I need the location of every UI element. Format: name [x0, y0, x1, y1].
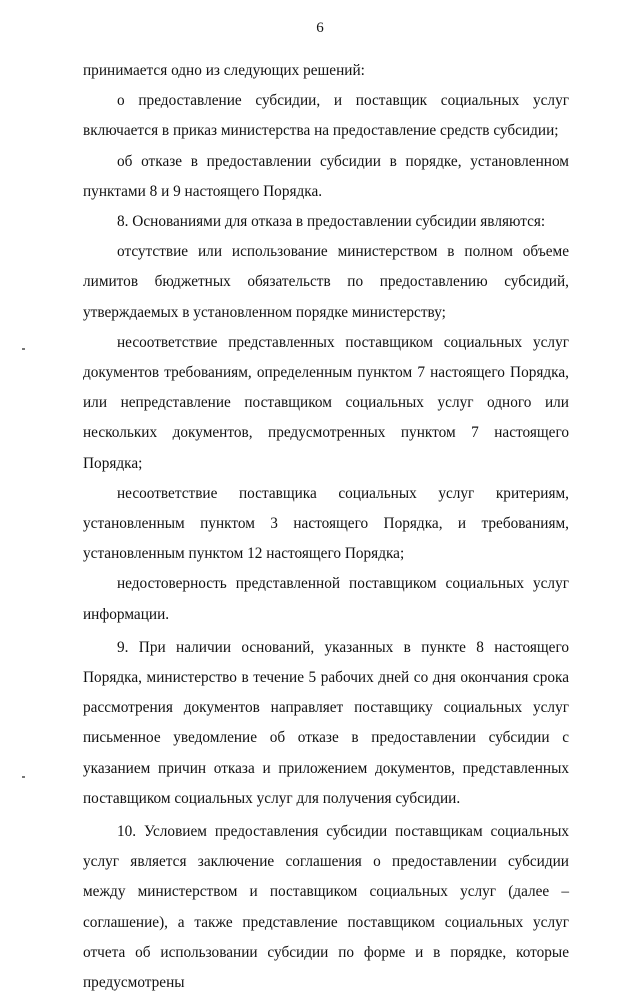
- scan-speck: [22, 348, 25, 350]
- paragraph-ground-criteria: несоответствие поставщика социальных услуг критериям, установленным пунктом 3 настоящего Порядка, и требованиям, установленным пунктом 12 настоящего Порядка;: [83, 484, 569, 563]
- scan-speck: [22, 776, 25, 778]
- paragraph-decision-refusal: об отказе в предоставлении субсидии в порядке, установленном пунктами 8 и 9 настоящего Порядка.: [83, 152, 569, 200]
- paragraph-ground-unreliable-info: недостоверность представленной поставщиком социальных услуг информации.: [83, 575, 569, 623]
- paragraph-intro: принимается одно из следующих решений:: [83, 62, 365, 79]
- paragraph-item-9: 9. При наличии оснований, указанных в пункте 8 настоящего Порядка, министерство в течение 5 рабочих дней со дня окончания срока рассмотрения документов направляет поставщику социальных услуг письменное уведомление об отказе в предоставлении субсидии с указанием причин отказа и приложением документов, представленных поставщиком социальных услуг для получения субсидии.: [83, 638, 569, 807]
- paragraph-decision-grant: о предоставление субсидии, и поставщик социальных услуг включается в приказ министерства на предоставление средств субсидии;: [83, 92, 569, 140]
- page-number: 6: [316, 20, 324, 36]
- paragraph-item-8-heading: 8. Основаниями для отказа в предоставлении субсидии являются:: [117, 213, 546, 231]
- paragraph-ground-documents: несоответствие представленных поставщиком социальных услуг документов требованиям, определенным пунктом 7 настоящего Порядка, или непредставление поставщиком социальных услуг одного или нескольких документов, предусмотренных пунктом 7 настоящего Порядка;: [83, 333, 569, 472]
- paragraph-item-10: 10. Условием предоставления субсидии поставщикам социальных услуг является заключение соглашения о предоставлении субсидии между министерством и поставщиком социальных услуг (далее – соглашение), а также представление поставщиком социальных услуг отчета об использовании субсидии по форме и в порядке, которые предусмотрены: [83, 823, 569, 992]
- document-body: [83, 56, 569, 998]
- paragraph-ground-limits: отсутствие или использование министерством в полном объеме лимитов бюджетных обязательств по предоставлению субсидий, утверждаемых в установленном порядке министерству;: [83, 243, 569, 321]
